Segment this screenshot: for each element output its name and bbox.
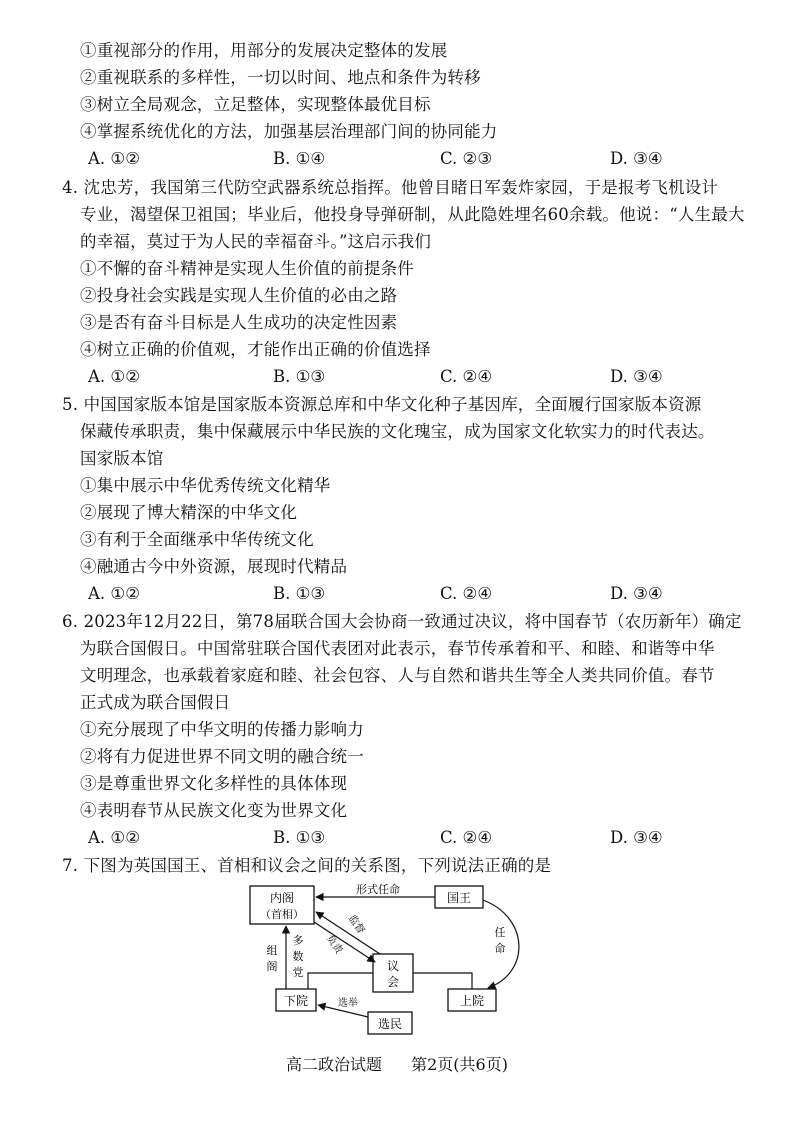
footer-page-number: 第2页(共6页)	[411, 1055, 508, 1074]
majority-label-3: 党	[292, 966, 304, 979]
q6-item-1: ①充分展现了中华文明的传播力影响力	[80, 720, 364, 739]
q4-option-d[interactable]: D. ③④	[610, 367, 663, 386]
q3-option-b[interactable]: B. ①④	[273, 149, 326, 168]
form-cabinet-label-2: 阁	[266, 960, 278, 973]
q4-option-a[interactable]: A. ①②	[88, 367, 140, 386]
page-footer	[0, 1052, 794, 1075]
majority-label-1: 多	[292, 934, 304, 947]
q6-option-b[interactable]: B. ①③	[273, 828, 326, 847]
q4-stem-line-3: 的幸福，莫过于为人民的幸福奋斗。”这启示我们	[80, 232, 432, 251]
q4-item-1: ①不懈的奋斗精神是实现人生价值的前提条件	[80, 259, 414, 278]
q4-item-3: ③是否有奋斗目标是人生成功的决定性因素	[80, 313, 398, 332]
q4-option-b[interactable]: B. ①③	[273, 367, 326, 386]
voters-label: 选民	[377, 1017, 403, 1031]
q5-option-b[interactable]: B. ①③	[273, 584, 326, 603]
appoint-label-1: 任	[494, 926, 506, 939]
form-cabinet-label-1: 组	[266, 944, 278, 957]
q5-stem-line-1: 5. 中国国家版本馆是国家版本资源总库和中华文化种子基因库，全面履行国家版本资源	[62, 395, 702, 414]
q5-item-1: ①集中展示中华优秀传统文化精华	[80, 476, 331, 495]
q6-option-a[interactable]: A. ①②	[88, 828, 140, 847]
q5-stem-line-2: 保藏传承职责，集中保藏展示中华民族的文化瑰宝，成为国家文化软实力的时代表达。	[80, 422, 715, 441]
q4-item-4: ④树立正确的价值观，才能作出正确的价值选择	[80, 340, 431, 359]
commons-label: 下院	[283, 994, 309, 1008]
q6-stem-line-2: 为联合国假日。中国常驻联合国代表团对此表示，春节传承着和平、和睦、和谐等中华	[80, 639, 715, 658]
q6-option-c[interactable]: C. ②④	[440, 828, 493, 847]
q4-item-2: ②投身社会实践是实现人生价值的必由之路	[80, 286, 398, 305]
q3-item-2: ②重视联系的多样性，一切以时间、地点和条件为转移	[80, 68, 481, 87]
pm-label: （首相）	[260, 908, 304, 921]
q6-item-2: ②将有力促进世界不同文明的融合统一	[80, 747, 364, 766]
majority-label-2: 数	[292, 950, 304, 963]
q6-item-4: ④表明春节从民族文化变为世界文化	[80, 801, 348, 820]
q5-option-a[interactable]: A. ①②	[88, 584, 140, 603]
parliament-lords-link	[413, 973, 472, 989]
q6-item-3: ③是尊重世界文化多样性的具体体现	[80, 774, 348, 793]
parliament-label-2: 会	[386, 975, 400, 989]
relationship-diagram	[230, 878, 530, 1036]
q3-item-4: ④掌握系统优化的方法，加强基层治理部门间的协同能力	[80, 122, 498, 141]
q3-option-a[interactable]: A. ①②	[88, 149, 140, 168]
elect-label: 选举	[338, 998, 358, 1009]
parliament-commons-link	[308, 973, 373, 989]
king-label: 国王	[446, 891, 472, 905]
q3-item-1: ①重视部分的作用，用部分的发展决定整体的发展	[80, 41, 448, 60]
appoint-label-2: 命	[494, 942, 506, 955]
q4-stem-line-1: 4. 沈忠芳，我国第三代防空武器系统总指挥。他曾目睹日军轰炸家园，于是报考飞机设计	[62, 178, 719, 197]
q5-stem-line-3: 国家版本馆	[80, 449, 164, 468]
q5-item-2: ②展现了博大精深的中华文化	[80, 503, 298, 522]
formal-appoint-label: 形式任命	[356, 883, 400, 896]
responsible-label: 负责	[323, 933, 345, 956]
q6-stem-line-4: 正式成为联合国假日	[80, 693, 231, 712]
lords-label: 上院	[459, 994, 485, 1008]
cabinet-label: 内阁	[269, 891, 295, 905]
q4-option-c[interactable]: C. ②④	[440, 367, 493, 386]
q5-option-d[interactable]: D. ③④	[610, 584, 663, 603]
supervise-label: 监督	[345, 913, 367, 936]
q6-stem-line-3: 文明理念，也承载着家庭和睦、社会包容、人与自然和谐共生等全人类共同价值。春节	[80, 666, 715, 685]
q3-option-d[interactable]: D. ③④	[610, 149, 663, 168]
q6-stem-line-1: 6. 2023年12月22日，第78届联合国大会协商一致通过决议，将中国春节（农历新年）确定	[62, 612, 742, 631]
q7-stem: 7. 下图为英国国王、首相和议会之间的关系图，下列说法正确的是	[62, 856, 552, 875]
q5-item-3: ③有利于全面继承中华传统文化	[80, 530, 314, 549]
q6-option-d[interactable]: D. ③④	[610, 828, 663, 847]
q5-item-4: ④融通古今中外资源，展现时代精品	[80, 557, 348, 576]
q3-item-3: ③树立全局观念，立足整体，实现整体最优目标	[80, 95, 431, 114]
q5-option-c[interactable]: C. ②④	[440, 584, 493, 603]
footer-subject: 高二政治试题	[286, 1055, 383, 1074]
parliament-label-1: 议	[386, 959, 400, 973]
q4-stem-line-2: 专业，渴望保卫祖国；毕业后，他投身导弹研制，从此隐姓埋名60余载。他说：“人生最大	[80, 205, 745, 224]
q3-option-c[interactable]: C. ②③	[440, 149, 493, 168]
